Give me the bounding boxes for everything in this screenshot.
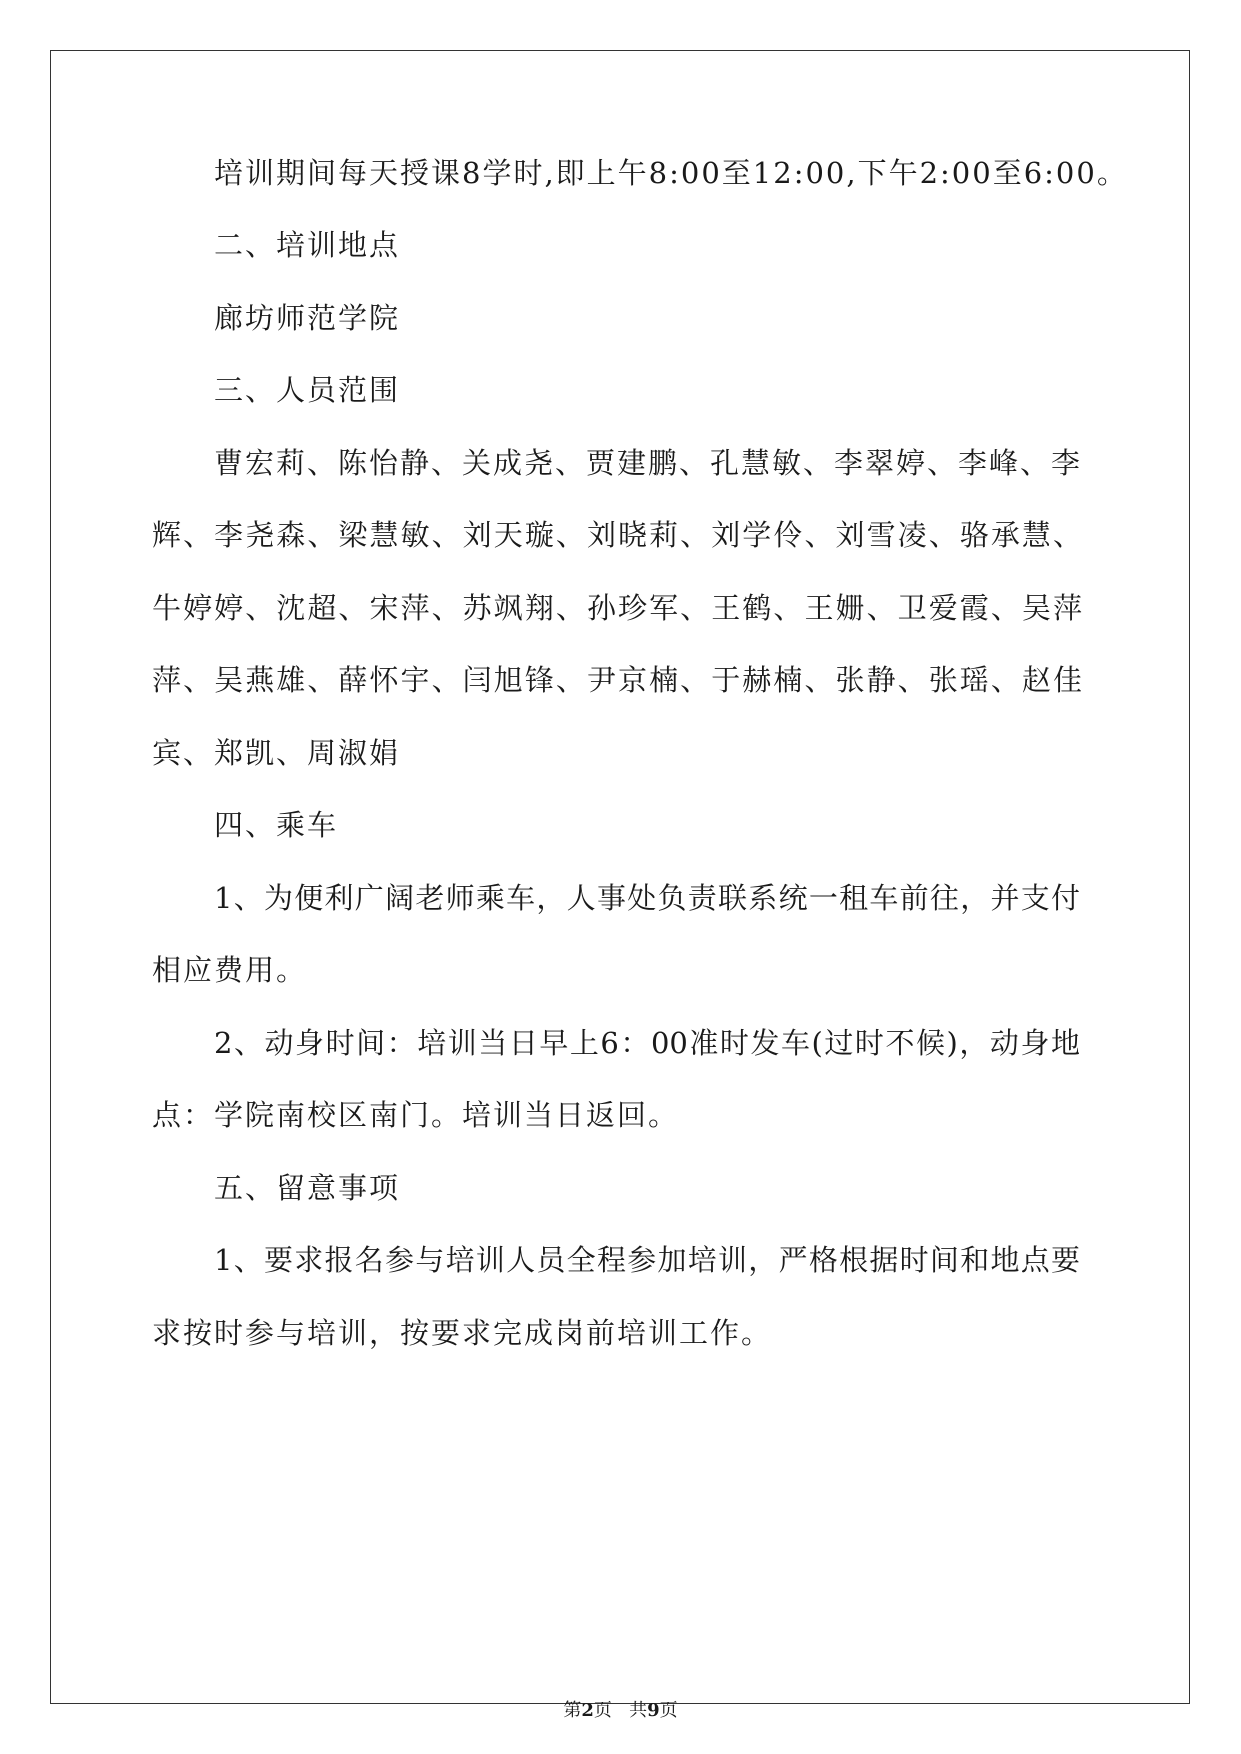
paragraph-schedule: 培训期间每天授课8学时,即上午8:00至12:00,下午2:00至6:00。 <box>214 156 1128 190</box>
personnel-line-2: 辉、李尧森、梁慧敏、刘天璇、刘晓莉、刘学伶、刘雪凌、骆承慧、 <box>152 518 1082 552</box>
page-label-prefix: 第 <box>563 1700 582 1721</box>
page-footer <box>0 1699 1241 1723</box>
page-total-number: 9 <box>647 1700 660 1721</box>
personnel-line-4: 萍、吴燕雄、薛怀宇、闫旭锋、尹京楠、于赫楠、张静、张瑶、赵佳 <box>152 663 1082 697</box>
paragraph-location: 廊坊师范学院 <box>214 301 401 335</box>
transport-item-1-line-2: 相应费用。 <box>152 953 308 987</box>
page-label-suffix: 页 <box>659 1700 678 1721</box>
section-heading-personnel: 三、人员范围 <box>214 373 401 407</box>
notes-item-1-line-1: 1、要求报名参与培训人员全程参加培训，严格根据时间和地点要 <box>214 1243 1080 1277</box>
transport-item-2-line-2: 点：学院南校区南门。培训当日返回。 <box>152 1098 680 1132</box>
section-heading-location: 二、培训地点 <box>214 228 401 262</box>
section-heading-notes: 五、留意事项 <box>214 1171 401 1205</box>
transport-item-2-line-1: 2、动身时间：培训当日早上6：00准时发车(过时不候)，动身地 <box>214 1026 1080 1060</box>
page-current-number: 2 <box>581 1700 594 1721</box>
transport-item-1-line-1: 1、为便利广阔老师乘车，人事处负责联系统一租车前往，并支付 <box>214 881 1080 915</box>
section-heading-transport: 四、乘车 <box>214 808 339 842</box>
personnel-line-1: 曹宏莉、陈怡静、关成尧、贾建鹏、孔慧敏、李翠婷、李峰、李 <box>214 446 1080 480</box>
notes-item-1-line-2: 求按时参与培训，按要求完成岗前培训工作。 <box>152 1316 773 1350</box>
personnel-line-5: 宾、郑凯、周淑娟 <box>152 736 401 770</box>
personnel-line-3: 牛婷婷、沈超、宋萍、苏飒翔、孙珍军、王鹤、王姗、卫爱霞、吴萍 <box>152 591 1082 625</box>
page-label-mid: 页 共 <box>593 1700 648 1721</box>
